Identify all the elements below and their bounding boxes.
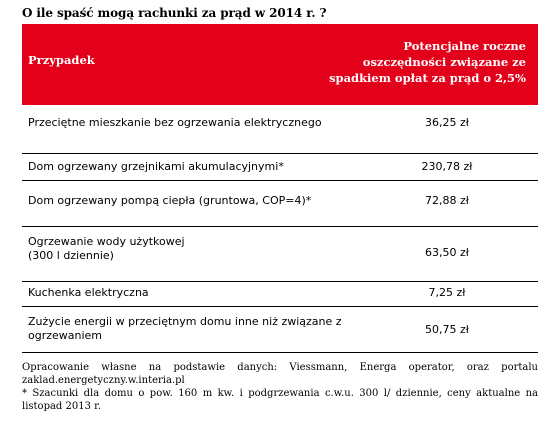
row-label: Dom ogrzewany pompą ciepła (gruntowa, COP=4)* <box>28 194 312 207</box>
row-label: Kuchenka elektryczna <box>28 286 149 299</box>
row-value: 7,25 zł <box>428 286 466 299</box>
row-label <box>28 315 342 343</box>
row-label-line: (300 l dziennie) <box>28 249 114 262</box>
row-value: 36,25 zł <box>425 116 469 129</box>
table-row <box>22 153 538 181</box>
table-row <box>22 105 538 154</box>
row-label-line: Zużycie energii w przeciętnym domu inne niż związane z <box>28 315 342 328</box>
row-label <box>28 235 185 263</box>
footer-notes <box>22 361 538 413</box>
table-row <box>22 306 538 353</box>
table-header <box>22 24 538 105</box>
row-value: 63,50 zł <box>425 246 469 259</box>
row-label-line: Ogrzewanie wody użytkowej <box>28 235 185 248</box>
page-title: O ile spaść mogą rachunki za prąd w 2014 r. ? <box>22 6 327 20</box>
column-header-savings: Potencjalne roczne oszczędności związane ze spadkiem opłat za prąd o 2,5% <box>329 39 526 85</box>
row-value: 230,78 zł <box>421 160 473 173</box>
table-row <box>22 281 538 307</box>
table-row <box>22 180 538 227</box>
row-value: 72,88 zł <box>425 194 469 207</box>
row-label: Dom ogrzewany grzejnikami akumulacyjnymi* <box>28 160 284 173</box>
source-note: Opracowanie własne na podstawie danych: Viessmann, Energa operator, oraz portalu zaklad.energetyczny.w.interia.pl <box>22 362 538 386</box>
footnote: * Szacunki dla domu o pow. 160 m kw. i podgrzewania c.w.u. 300 l/ dziennie, ceny aktualne na listopad 2013 r. <box>22 388 538 412</box>
row-label-line: ogrzewaniem <box>28 329 103 342</box>
column-header-case: Przypadek <box>28 53 95 67</box>
row-value: 50,75 zł <box>425 323 469 336</box>
row-label: Przeciętne mieszkanie bez ogrzewania elektrycznego <box>28 116 322 129</box>
table-row <box>22 226 538 282</box>
